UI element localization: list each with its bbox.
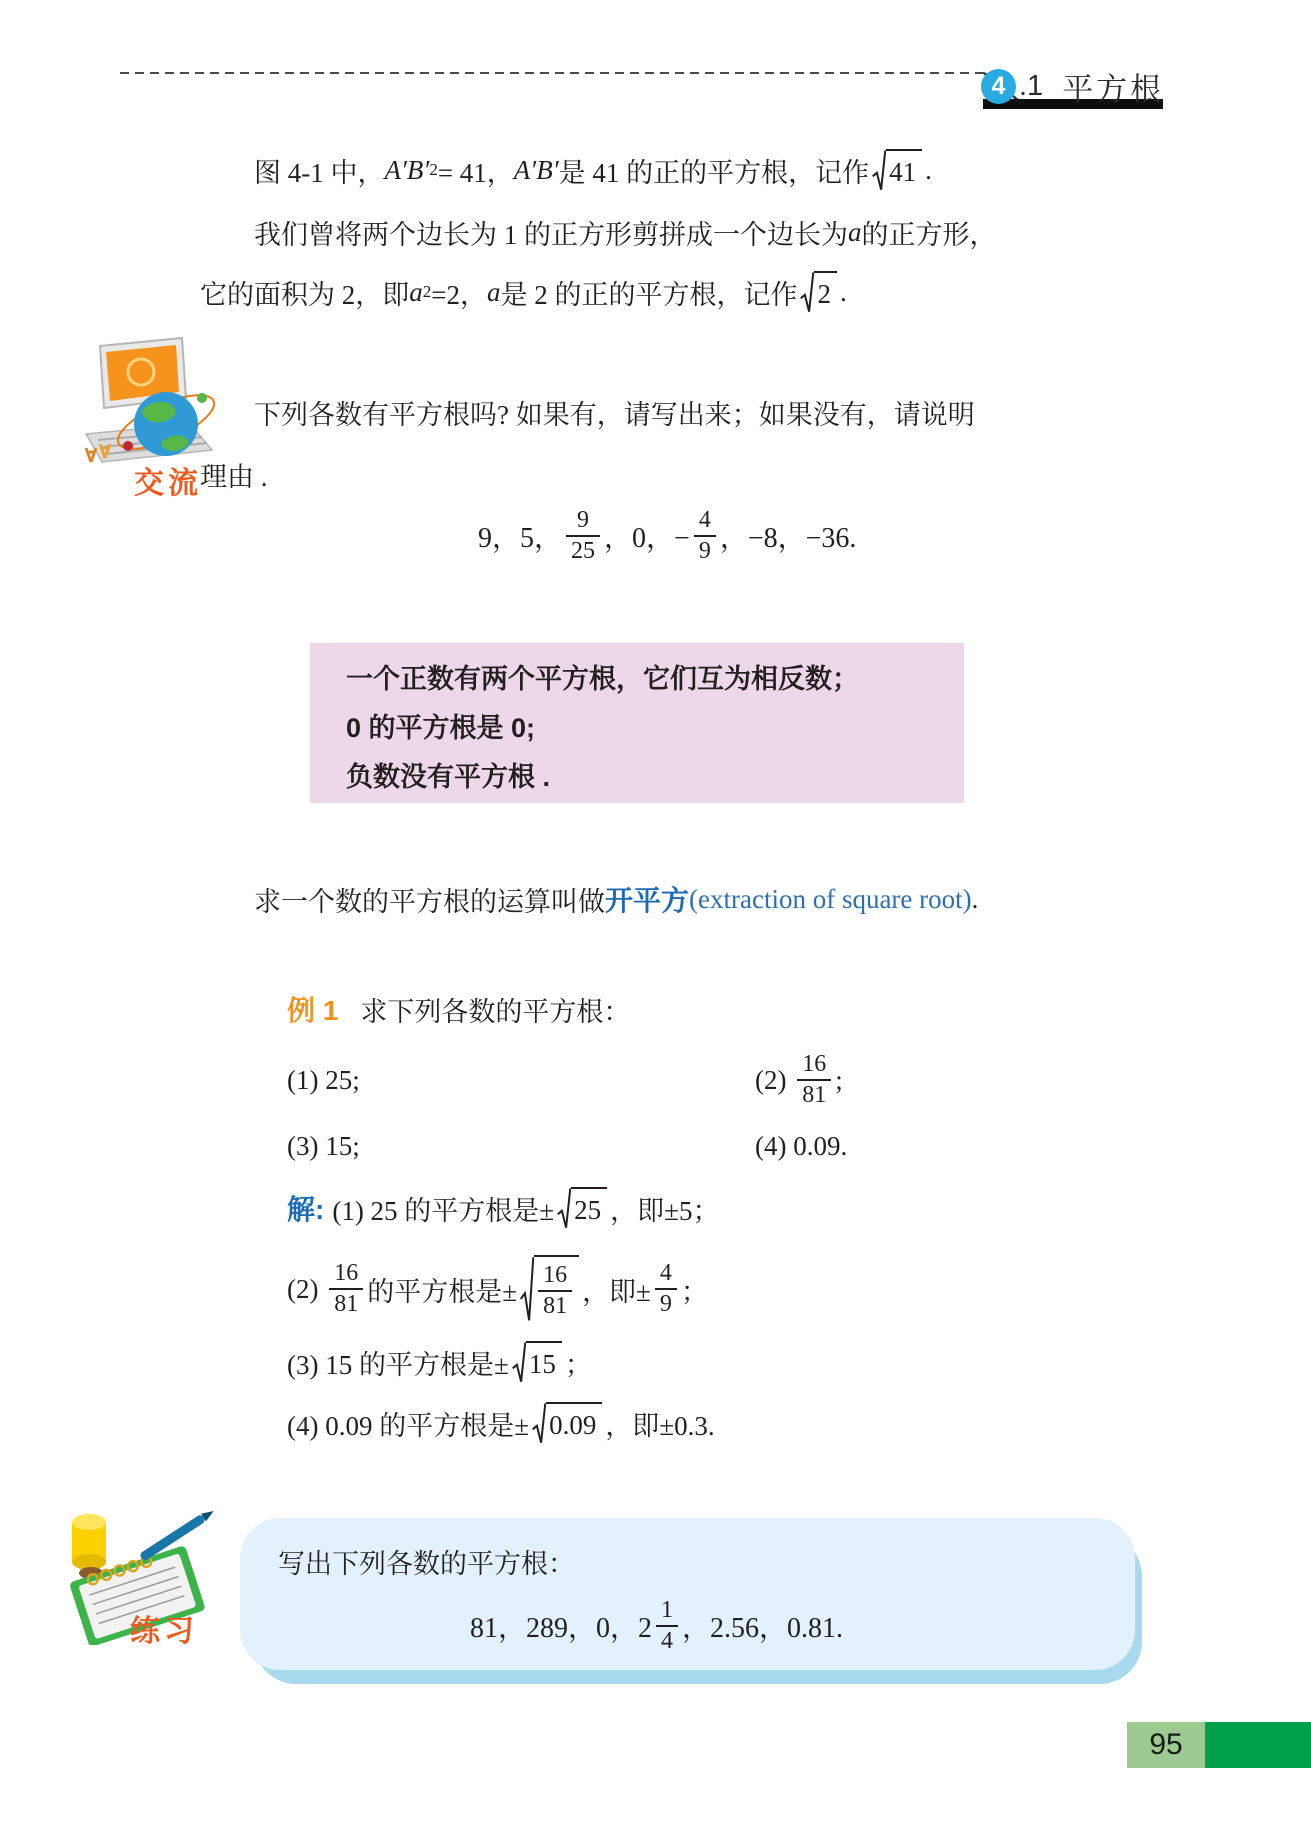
numbers-seg-3: ，−8，−36. (719, 523, 857, 554)
denominator: 81 (543, 1293, 568, 1319)
para2-text-5: 是 2 的正的平方根，记作 (500, 279, 798, 310)
radical-icon (532, 1402, 546, 1444)
numerator: 9 (566, 506, 600, 537)
communicate-number-list (478, 500, 856, 572)
paragraph-2-line-1 (200, 208, 997, 256)
problem-2-label: (2) (755, 1064, 794, 1095)
problem-4-text: (4) 0.09. (755, 1130, 848, 1161)
solution-2-label: (2) (287, 1273, 326, 1304)
communicate-question-cont: 理由 . (200, 461, 268, 492)
problem-2-end: ; (835, 1064, 843, 1095)
solution-line-4 (287, 1398, 715, 1448)
numerator: 16 (538, 1261, 572, 1292)
key-line-1: 一个正数有两个平方根，它们互为相反数； (346, 664, 859, 694)
solution-2-text-2: ，即± (582, 1276, 651, 1307)
problem-1-text: (1) 25; (287, 1064, 360, 1095)
problem-3-text: (3) 15; (287, 1130, 360, 1161)
paragraph-1: 图 4-1 中， A′B′ 2 = 41， A′B′ 是 41 的正的平方根，记作 41 . (200, 146, 932, 194)
fraction-1-4 (656, 1596, 678, 1656)
section-number-rest: .1 (1019, 70, 1044, 102)
solution-1-text: (1) 25 的平方根是± (332, 1195, 555, 1226)
page-number-accent (1205, 1722, 1311, 1768)
sqrt-16-81 (520, 1255, 579, 1323)
para1-text-2: = 41， (437, 157, 514, 188)
radical-icon (800, 271, 814, 313)
solution-2-text: 的平方根是± (367, 1276, 518, 1307)
numerator: 16 (797, 1050, 831, 1081)
fraction-4-9 (655, 1259, 677, 1319)
definition-line (200, 874, 978, 924)
laptop-globe-icon (78, 336, 218, 468)
solution-line-2 (287, 1244, 708, 1334)
communicate-line-1 (200, 388, 975, 436)
para2-text-1: 我们曾将两个边长为 1 的正方形剪拼成一个边长为 (254, 219, 848, 250)
denominator: 25 (571, 538, 596, 564)
sqrt-0.09 (532, 1402, 602, 1444)
solution-3-text: (3) 15 的平方根是± (287, 1349, 509, 1380)
radicand: 2 (814, 271, 837, 313)
solution-1-end: ，即±5； (610, 1195, 720, 1226)
para2-text-4: =2， (431, 279, 487, 310)
sqrt-15 (512, 1341, 562, 1383)
para2-math-a2: a (409, 276, 423, 307)
para1-text-1: 图 4-1 中， (254, 157, 385, 188)
sqrt-2 (800, 271, 837, 313)
para2-math-a3: a (486, 276, 501, 307)
definition-text-1: 求一个数的平方根的运算叫做 (254, 886, 605, 917)
practice-seg-2: ，2.56，0.81. (682, 1613, 844, 1644)
para2-text-2: 的正方形， (861, 219, 997, 250)
solution-line-1 (287, 1182, 719, 1234)
denominator: 81 (334, 1291, 359, 1317)
radical-icon (872, 149, 886, 191)
numerator: 4 (655, 1259, 677, 1290)
page-number: 95 (1149, 1728, 1183, 1761)
para1-text-3: 是 41 的正的平方根，记作 (558, 157, 870, 188)
key-line-3: 负数没有平方根 . (346, 762, 551, 792)
practice-prompt (278, 1540, 575, 1582)
solution-2-end: ； (680, 1276, 708, 1307)
para1-math-1: A′B′ (384, 154, 430, 185)
example-heading (287, 988, 630, 1030)
fraction-4-9 (694, 506, 716, 566)
communicate-question: 下列各数有平方根吗? 如果有，请写出来；如果没有，请说明 (254, 399, 975, 430)
denominator: 9 (659, 1291, 672, 1317)
definition-period: . (971, 883, 979, 914)
radical-icon (512, 1341, 526, 1383)
para2-text-3: 它的面积为 2，即 (200, 279, 410, 310)
communicate-label: 交流 (134, 467, 202, 500)
example-title: 求下列各数的平方根： (360, 996, 631, 1027)
practice-label: 练习 (130, 1615, 198, 1648)
page-number-box (1127, 1722, 1205, 1768)
solution-4-end: ，即±0.3. (605, 1410, 715, 1441)
section-title: 平方根 (1062, 72, 1165, 107)
fraction-16-81 (538, 1261, 572, 1321)
radicand: 41 (886, 149, 922, 191)
sqrt-41 (872, 149, 922, 191)
sqrt-25 (557, 1187, 607, 1229)
para2-math-a: a (848, 216, 862, 247)
denominator: 9 (698, 538, 711, 564)
numbers-seg-1: 9，5， (478, 523, 563, 554)
numerator: 16 (329, 1259, 363, 1290)
section-number: 4 (991, 72, 1006, 100)
fraction-16-81 (329, 1259, 363, 1319)
denominator: 81 (802, 1082, 827, 1108)
section-number-badge (981, 69, 1016, 104)
paragraph-2-line-2: 它的面积为 2，即 a 2 =2， a 是 2 的正的平方根，记作 2 . (200, 268, 847, 316)
solution-label: 解: (287, 1194, 325, 1225)
solution-3-end: ； (564, 1349, 592, 1380)
solution-line-3 (287, 1338, 592, 1386)
fraction-16-81 (797, 1050, 831, 1110)
radicand: 25 (571, 1187, 607, 1229)
practice-prompt-text: 写出下列各数的平方根： (278, 1548, 575, 1579)
section-header (981, 64, 1164, 109)
radicand: 15 (526, 1341, 562, 1383)
key-concept-box (310, 643, 964, 803)
fraction-9-25 (566, 506, 600, 566)
radical-icon (520, 1255, 534, 1323)
denominator: 4 (661, 1628, 674, 1654)
problem-2 (755, 1044, 843, 1116)
problem-1 (287, 1044, 360, 1116)
para1-text-4: . (925, 154, 932, 185)
radicand: 0.09 (546, 1402, 602, 1444)
practice-number-list (470, 1590, 843, 1662)
key-line-2: 0 的平方根是 0; (346, 713, 536, 743)
problem-4 (755, 1124, 847, 1168)
practice-seg-1: 81，289，0，2 (470, 1613, 653, 1644)
communicate-line-2 (200, 450, 268, 498)
para2-text-6: . (839, 276, 847, 307)
numbers-seg-2: ，0，− (604, 523, 690, 554)
radicand (534, 1255, 579, 1323)
numerator: 1 (656, 1596, 678, 1627)
radical-icon (557, 1187, 571, 1229)
para1-math-2: A′B′ (513, 154, 559, 185)
solution-4-text: (4) 0.09 的平方根是± (287, 1410, 530, 1441)
example-label: 例 1 (287, 995, 339, 1026)
numerator: 4 (694, 506, 716, 537)
problem-3 (287, 1124, 360, 1168)
definition-english: (extraction of square root) (689, 883, 972, 914)
definition-term: 开平方 (605, 885, 690, 916)
